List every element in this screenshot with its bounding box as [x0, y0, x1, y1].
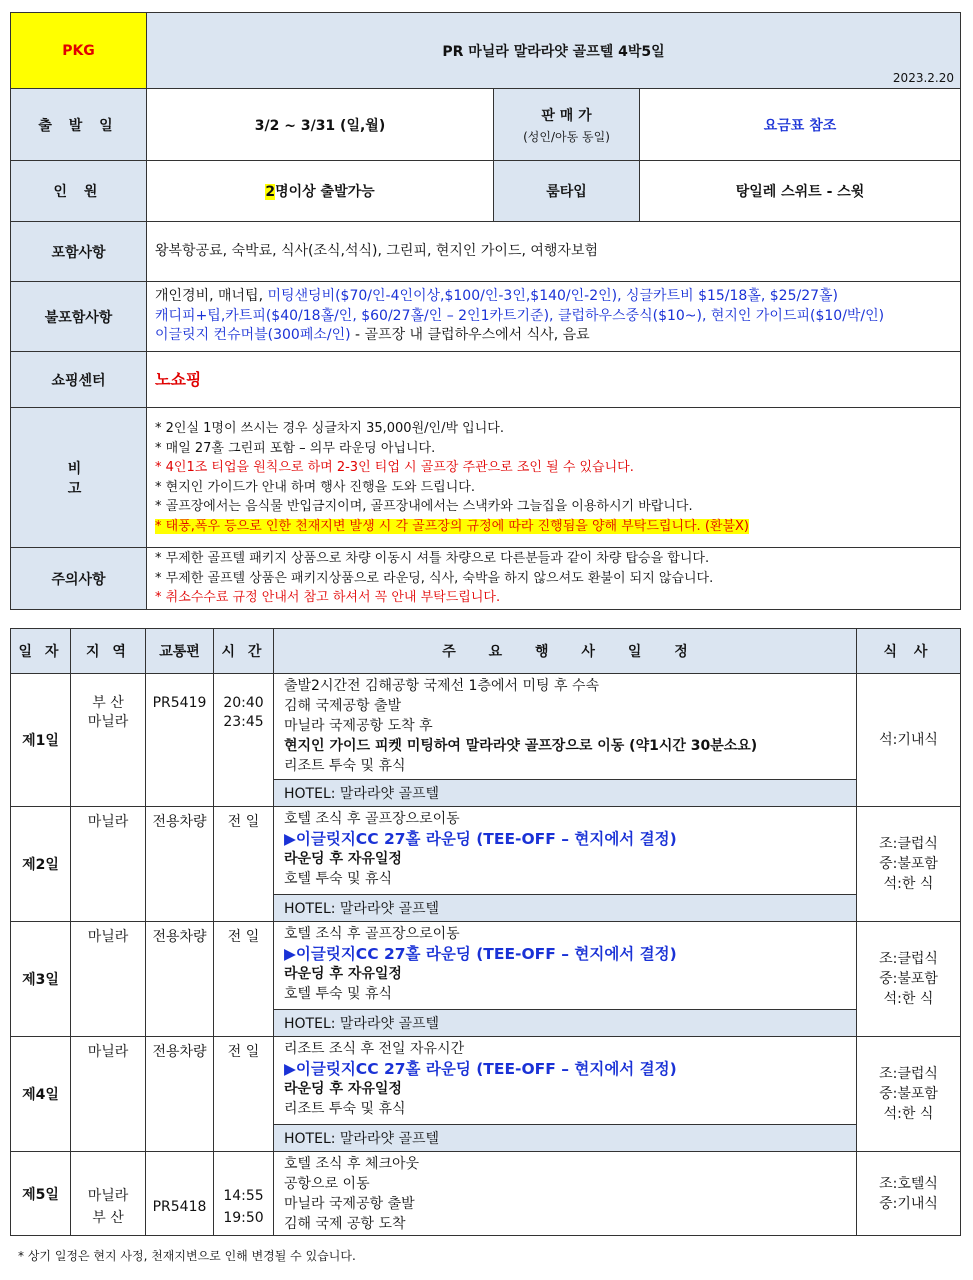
header-region: 지 역: [71, 629, 146, 674]
excluded-text-4: 이글릿지 컨슈머블(300페소/인): [155, 327, 351, 344]
hotel-row: HOTEL: 말라라얏 골프텔: [274, 780, 857, 807]
day-transport: 전용차량: [146, 807, 214, 922]
plan-line: 호텔 투숙 및 휴식: [284, 986, 393, 1002]
day-time: [214, 674, 274, 807]
hotel-row: HOTEL: 말라라얏 골프텔: [274, 895, 857, 922]
day-time: 전 일: [214, 807, 274, 922]
plan-line: 호텔 조식 후 골프장으로이동: [284, 811, 460, 827]
pkg-badge: PKG: [11, 13, 147, 89]
plan-line: 리조트 투숙 및 휴식: [284, 1101, 406, 1117]
day-region: [71, 674, 146, 807]
plan-line: 마닐라 국제공항 도착 후: [284, 718, 433, 734]
excluded-text-2: 미팅샌딩비($70/인-4인이상,$100/인-3인,$140/인-2인), 싱글카트비 $15/18홀, $25/27홀): [267, 288, 838, 305]
header-date: 일 자: [11, 629, 71, 674]
day-plan: [274, 922, 857, 1010]
excluded-value: [147, 282, 961, 352]
meal-breakfast: 조:클럽식: [879, 951, 938, 967]
remark-highlight: * 태풍,폭우 등으로 인한 천재지변 발생 시 각 골프장의 규정에 따라 진행됨을 양해 부탁드립니다. (환불X): [155, 518, 749, 534]
plan-line: 공항으로 이동: [284, 1176, 370, 1192]
included-label: 포함사항: [11, 222, 147, 282]
price-value: 요금표 참조: [640, 89, 961, 161]
plan-line: 호텔 조식 후 골프장으로이동: [284, 926, 460, 942]
price-sub-label: (성인/아동 동일): [523, 129, 610, 144]
plan-line: 출발2시간전 김해공항 국제선 1층에서 미팅 후 수속: [284, 678, 599, 694]
departure-label: 출 발 일: [11, 89, 147, 161]
tee-off-line: ▶이글릿지CC 27홀 라운딩 (TEE-OFF – 현지에서 결정): [284, 945, 677, 963]
footer-note: * 상기 일정은 현지 사정, 천재지변으로 인해 변경될 수 있습니다.: [18, 1249, 356, 1263]
meal-breakfast: 조:클럽식: [879, 1066, 938, 1082]
meal-lunch: 중:기내식: [879, 1195, 938, 1212]
meal-dinner: 석:한 식: [883, 991, 934, 1007]
departure-value: 3/2 ~ 3/31 (일,월): [147, 89, 494, 161]
day-label: 제2일: [11, 807, 71, 922]
remark-line: * 4인1조 티업을 원칙으로 하며 2-3인 티업 시 골프장 주관으로 조인 될 수 있습니다.: [155, 460, 634, 475]
remark-line: * 골프장에서는 음식물 반입금지이며, 골프장내에서는 스낵카와 그늘집을 이용하시기 바랍니다.: [155, 499, 693, 514]
header-transport: 교통편: [146, 629, 214, 674]
excluded-text-5: - 골프장 내 클럽하우스에서 식사, 음료: [350, 327, 590, 344]
day-time: 전 일: [214, 1037, 274, 1152]
plan-line: 라운딩 후 자유일정: [284, 1081, 402, 1097]
page-title: PR 마닐라 말라라얏 골프텔 4박5일: [442, 43, 665, 60]
day-transport: PR5418: [146, 1152, 214, 1236]
plan-line: 호텔 조식 후 체크아웃: [284, 1156, 420, 1172]
tee-off-line: ▶이글릿지CC 27홀 라운딩 (TEE-OFF – 현지에서 결정): [284, 1060, 677, 1078]
time-depart: 14:55: [223, 1188, 264, 1204]
header-time: 시 간: [214, 629, 274, 674]
plan-line: 현지인 가이드 피켓 미팅하여 말라라얏 골프장으로 이동 (약1시간 30분소요): [284, 738, 758, 754]
day-transport: PR5419: [146, 674, 214, 807]
people-label: 인 원: [11, 161, 147, 222]
region-to: 부 산: [92, 1210, 124, 1226]
plan-line: 김해 국제 공항 도착: [284, 1216, 406, 1232]
plan-line: 리조트 투숙 및 휴식: [284, 758, 406, 774]
excluded-label: 불포함사항: [11, 282, 147, 352]
time-arrive: 23:45: [223, 714, 264, 730]
region-from: 부 산: [92, 695, 124, 711]
caution-label: 주의사항: [11, 548, 147, 610]
remark-line: [155, 517, 952, 537]
plan-line: 마닐라 국제공항 출발: [284, 1196, 415, 1212]
header-meal: 식 사: [857, 629, 961, 674]
region-from: 마닐라: [87, 1188, 129, 1204]
day-meals: 석:기내식: [857, 674, 961, 807]
day-label: 제1일: [11, 674, 71, 807]
caution-line: * 무제한 골프텔 패키지 상품으로 차량 이동시 셔틀 차량으로 다른분들과 같이 차량 탑승을 합니다.: [155, 551, 710, 567]
day-time: [214, 1152, 274, 1236]
room-label: 룸타입: [494, 161, 640, 222]
excluded-text-1: 개인경비, 매너팁,: [155, 288, 268, 305]
header-main-schedule: 주 요 행 사 일 정: [274, 629, 857, 674]
people-min-count: 2: [265, 184, 276, 200]
people-value: [147, 161, 494, 222]
day-meals: [857, 1037, 961, 1152]
meal-dinner: 석:한 식: [883, 876, 934, 892]
day-label: 제3일: [11, 922, 71, 1037]
meal-breakfast: 조:호텔식: [879, 1175, 938, 1192]
room-value: 탕일레 스위트 - 스윗: [640, 161, 961, 222]
remarks-list: [147, 408, 961, 548]
plan-line: 호텔 투숙 및 휴식: [284, 871, 393, 887]
remark-line: * 매일 27홀 그린피 포함 – 의무 라운딩 아닙니다.: [155, 440, 436, 456]
day-time: 전 일: [214, 922, 274, 1037]
excluded-text-3: 캐디피+팁,카트피($40/18홀/인, $60/27홀/인 – 2인1카트기준), 클럽하우스중식($10~), 현지인 가이드피($10/박/인): [155, 307, 885, 324]
price-label: 판 매 가: [541, 107, 592, 124]
day-meals: [857, 1152, 961, 1236]
time-arrive: 19:50: [223, 1210, 264, 1226]
remark-line: * 현지인 가이드가 안내 하며 행사 진행을 도와 드립니다.: [155, 479, 475, 495]
hotel-row: HOTEL: 말라라얏 골프텔: [274, 1010, 857, 1037]
caution-line: * 취소수수료 규정 안내서 참고 하셔서 꼭 안내 부탁드립니다.: [155, 590, 501, 606]
day-plan: [274, 1037, 857, 1125]
remark-line: * 2인실 1명이 쓰시는 경우 싱글차지 35,000원/인/박 입니다.: [155, 421, 504, 436]
meal-lunch: 중:불포함: [879, 971, 938, 987]
itinerary-table: [10, 628, 961, 1236]
meal-dinner: 석:한 식: [883, 1106, 934, 1122]
shopping-value: 노쇼핑: [147, 352, 961, 408]
day-plan: [274, 674, 857, 780]
included-value: 왕복항공료, 숙박료, 식사(조식,석식), 그린피, 현지인 가이드, 여행자보험: [147, 222, 961, 282]
region-to: 마닐라: [87, 714, 129, 730]
meal-breakfast: 조:클럽식: [879, 836, 938, 852]
shopping-label: 쇼핑센터: [11, 352, 147, 408]
day-label: 제4일: [11, 1037, 71, 1152]
day-meals: [857, 807, 961, 922]
day-region: 마닐라: [71, 807, 146, 922]
day-label: 제5일: [11, 1152, 71, 1236]
day-plan: [274, 807, 857, 895]
remarks-label: 비 고: [11, 408, 147, 548]
day-region: [71, 1152, 146, 1236]
day-transport: 전용차량: [146, 922, 214, 1037]
plan-line: 김해 국제공항 출발: [284, 698, 402, 714]
issue-date: 2023.2.20: [892, 71, 954, 85]
hotel-row: HOTEL: 말라라얏 골프텔: [274, 1125, 857, 1152]
people-value-text: 명이상 출발가능: [275, 184, 375, 200]
day-transport: 전용차량: [146, 1037, 214, 1152]
tee-off-line: ▶이글릿지CC 27홀 라운딩 (TEE-OFF – 현지에서 결정): [284, 830, 677, 848]
meal-lunch: 중:불포함: [879, 1086, 938, 1102]
time-depart: 20:40: [223, 695, 264, 711]
day-region: 마닐라: [71, 922, 146, 1037]
plan-line: 라운딩 후 자유일정: [284, 851, 402, 867]
package-info-table: [10, 12, 961, 610]
plan-line: 라운딩 후 자유일정: [284, 966, 402, 982]
caution-list: [147, 548, 961, 610]
day-plan: [274, 1152, 857, 1236]
meal-lunch: 중:불포함: [879, 856, 938, 872]
price-label-cell: [494, 89, 640, 161]
day-region: 마닐라: [71, 1037, 146, 1152]
title-cell: [147, 13, 961, 89]
caution-line: * 무제한 골프텔 상품은 패키지상품으로 라운딩, 식사, 숙박을 하지 않으셔도 환불이 되지 않습니다.: [155, 570, 714, 586]
day-meals: [857, 922, 961, 1037]
plan-line: 리조트 조식 후 전일 자유시간: [284, 1041, 465, 1057]
